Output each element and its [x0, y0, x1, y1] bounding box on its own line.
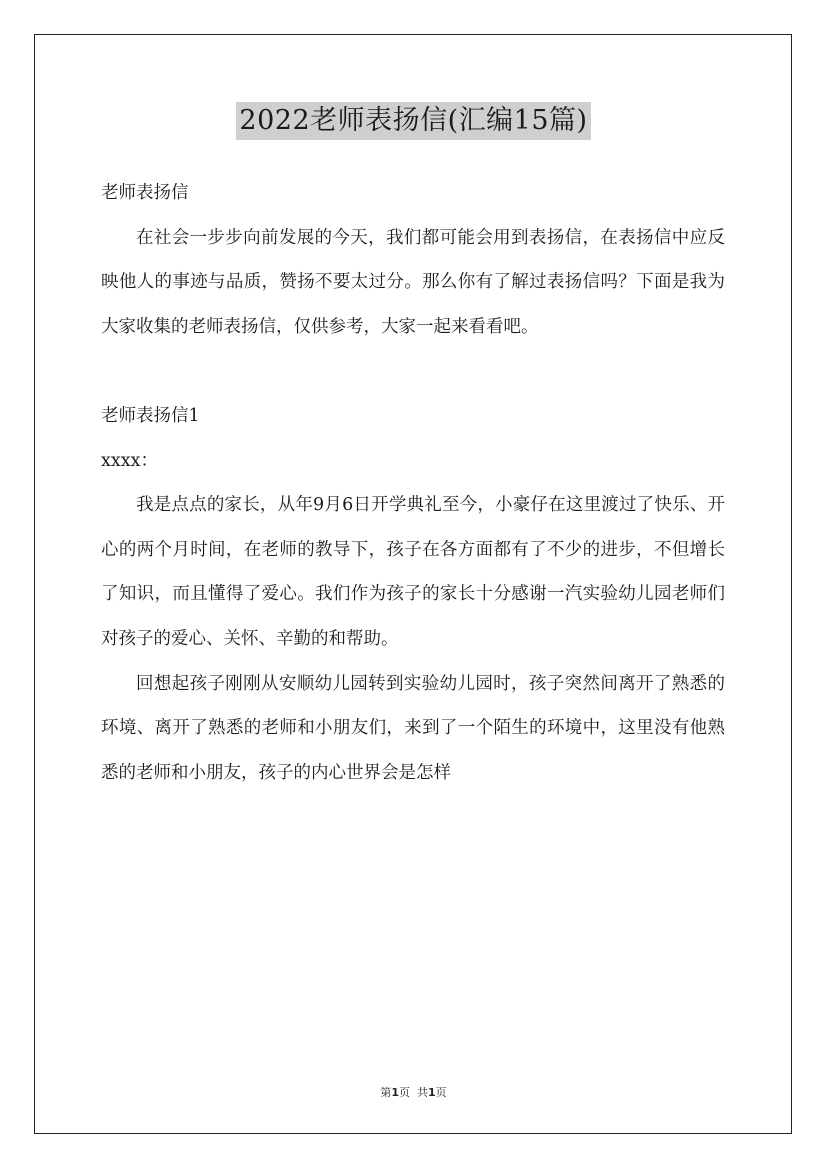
body-paragraph-1: 我是点点的家长，从年9月6日开学典礼至今，小豪仔在这里渡过了快乐、开心的两个月时间，在老师的教导下，孩子在各方面都有了不少的进步，不但增长了知识，而且懂得了爱心。我们作为孩子的家长十分感谢一汽实验幼儿园老师们对孩子的爱心、关怀、辛勤的和帮助。 [101, 495, 725, 649]
document-title: 2022老师表扬信(汇编15篇) [236, 102, 590, 140]
footer-mid: 页 共 [399, 1086, 428, 1099]
title-block [0, 102, 827, 140]
footer-suffix: 页 [435, 1086, 447, 1099]
intro-paragraph: 在社会一步步向前发展的今天，我们都可能会用到表扬信，在表扬信中应反映他人的事迹与品质，赞扬不要太过分。那么你有了解过表扬信吗？下面是我为大家收集的老师表扬信，仅供参考，大家一起来看看吧。 [101, 227, 725, 337]
section-heading: 老师表扬信1 [101, 405, 200, 426]
footer-page-total: 1 [428, 1086, 436, 1099]
page-footer [0, 1084, 827, 1100]
document-body [101, 171, 725, 795]
blank-line [101, 349, 725, 394]
footer-prefix: 第 [380, 1086, 392, 1099]
salutation: xxxx： [101, 450, 158, 471]
footer-page-current: 1 [391, 1086, 399, 1099]
document-subtitle: 老师表扬信 [101, 183, 189, 203]
body-paragraph-2: 回想起孩子刚刚从安顺幼儿园转到实验幼儿园时，孩子突然间离开了熟悉的环境、离开了熟悉的老师和小朋友们，来到了一个陌生的环境中，这里没有他熟悉的老师和小朋友，孩子的内心世界会是怎样 [101, 673, 725, 783]
